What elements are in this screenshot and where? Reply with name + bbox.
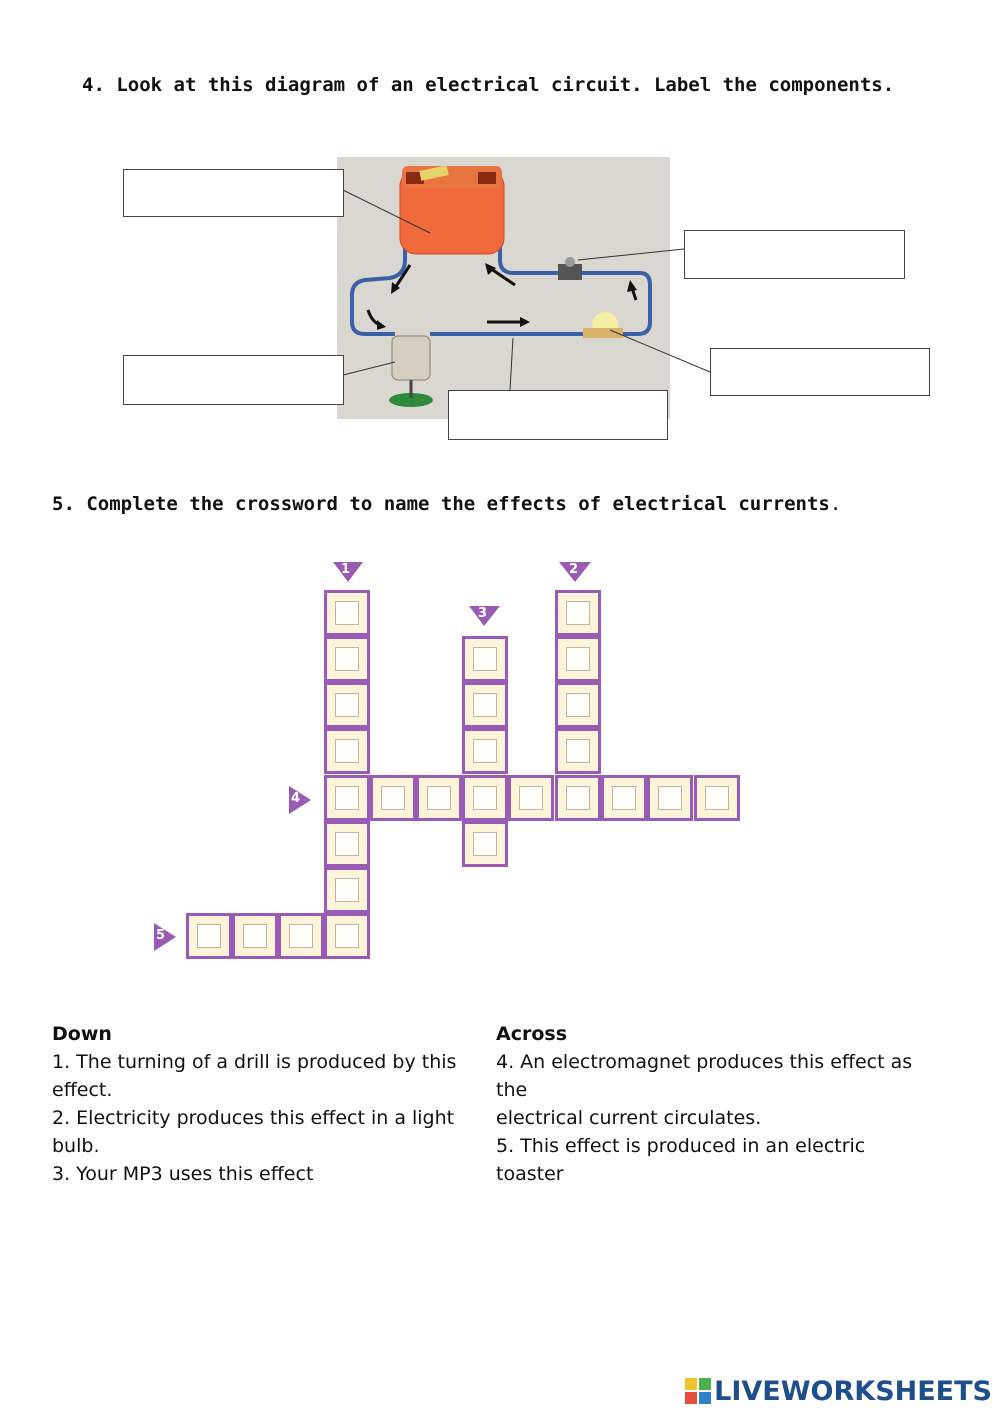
across-clue-5-line2: toaster	[496, 1163, 564, 1185]
down-clue-1-line1: 1. The turning of a drill is produced by this	[52, 1051, 457, 1073]
crossword-input[interactable]	[566, 601, 590, 625]
liveworksheets-logo	[685, 1376, 992, 1407]
crossword-cell	[324, 590, 370, 636]
crossword-cell	[324, 728, 370, 774]
liveworksheets-brand-text: LIVEWORKSHEETS	[714, 1376, 992, 1407]
crossword-cell	[694, 775, 740, 821]
crossword-input[interactable]	[335, 832, 359, 856]
crossword-input[interactable]	[289, 924, 313, 948]
crossword-cell	[462, 636, 508, 682]
crossword-input[interactable]	[335, 924, 359, 948]
crossword-cell	[324, 821, 370, 867]
crossword-input[interactable]	[473, 739, 497, 763]
crossword-cell	[186, 913, 232, 959]
crossword-cell	[324, 867, 370, 913]
down-heading: Down	[52, 1023, 112, 1045]
across-heading: Across	[496, 1023, 568, 1045]
across-clue-5-line1: 5. This effect is produced in an electric	[496, 1135, 866, 1157]
crossword-cell	[555, 636, 601, 682]
crossword-input[interactable]	[705, 786, 729, 810]
crossword-input[interactable]	[335, 878, 359, 902]
crossword-input[interactable]	[473, 693, 497, 717]
crossword-cell	[462, 728, 508, 774]
crossword-cell	[462, 682, 508, 728]
crossword-cell	[324, 775, 370, 821]
crossword-input[interactable]	[427, 786, 451, 810]
crossword-input[interactable]	[473, 832, 497, 856]
down-clues	[52, 1020, 482, 1188]
crossword-input[interactable]	[566, 786, 590, 810]
marker-2-label: 2	[569, 562, 579, 577]
crossword-cell	[416, 775, 462, 821]
crossword-input[interactable]	[473, 647, 497, 671]
crossword-input[interactable]	[519, 786, 543, 810]
crossword-cell	[555, 775, 601, 821]
crossword-input[interactable]	[335, 647, 359, 671]
crossword-cell	[601, 775, 647, 821]
marker-1-label: 1	[341, 562, 351, 577]
crossword-cell	[508, 775, 554, 821]
down-clue-2-line2: bulb.	[52, 1135, 100, 1157]
crossword-input[interactable]	[335, 739, 359, 763]
crossword-input[interactable]	[335, 693, 359, 717]
crossword-cell	[555, 728, 601, 774]
crossword-input[interactable]	[381, 786, 405, 810]
question-5-text: 5. Complete the crossword to name the effects of electrical currents	[52, 493, 830, 515]
question-5-period: .	[829, 493, 842, 515]
crossword-cell	[555, 590, 601, 636]
across-clue-4-line2: the	[496, 1079, 528, 1101]
crossword-input[interactable]	[197, 924, 221, 948]
crossword-cell	[324, 913, 370, 959]
crossword-cell	[232, 913, 278, 959]
marker-5-label: 5	[156, 928, 166, 943]
crossword-cell	[462, 775, 508, 821]
crossword-input[interactable]	[566, 693, 590, 717]
liveworksheets-logo-icon	[685, 1378, 711, 1404]
crossword-input[interactable]	[566, 739, 590, 763]
marker-3-label: 3	[478, 606, 488, 621]
crossword-input[interactable]	[612, 786, 636, 810]
crossword-cell	[555, 682, 601, 728]
crossword-input[interactable]	[473, 786, 497, 810]
crossword-cell	[647, 775, 693, 821]
crossword-cell	[278, 913, 324, 959]
crossword-cell	[324, 636, 370, 682]
crossword-input[interactable]	[335, 786, 359, 810]
across-clue-4-line1: 4. An electromagnet produces this effect as	[496, 1051, 913, 1073]
marker-4-label: 4	[291, 791, 301, 806]
crossword-cell	[462, 821, 508, 867]
crossword-input[interactable]	[566, 647, 590, 671]
question-4-title: 4. Look at this diagram of an electrical circuit. Label the components.	[82, 74, 895, 96]
crossword-cell	[324, 682, 370, 728]
across-clues	[496, 1020, 936, 1188]
down-clue-3: 3. Your MP3 uses this effect	[52, 1163, 314, 1185]
crossword-input[interactable]	[243, 924, 267, 948]
crossword-cell	[370, 775, 416, 821]
down-clue-2-line1: 2. Electricity produces this effect in a light	[52, 1107, 455, 1129]
crossword-input[interactable]	[335, 601, 359, 625]
down-clue-1-line2: effect.	[52, 1079, 113, 1101]
crossword-input[interactable]	[658, 786, 682, 810]
across-clue-4-line3: electrical current circulates.	[496, 1107, 762, 1129]
